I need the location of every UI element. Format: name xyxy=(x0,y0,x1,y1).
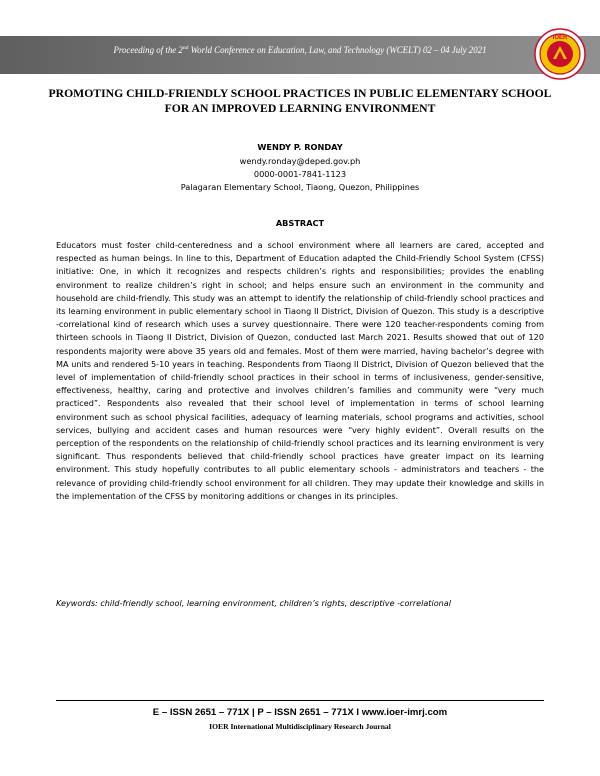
header-banner xyxy=(0,36,600,74)
logo-text: IOER xyxy=(552,35,568,41)
author-affiliation: Palagaran Elementary School, Tiaong, Quezon, Philippines xyxy=(180,182,420,192)
paper-title: PROMOTING CHILD-FRIENDLY SCHOOL PRACTICES IN PUBLIC ELEMENTARY SCHOOL FOR AN IMPROVED LEARNING ENVIRONMENT xyxy=(48,87,552,115)
conference-banner-text: Proceeding of the 2nd World Conference on Education, Law, and Technology (WCELT) 02 – 04 July 2021 xyxy=(113,45,487,55)
author-name: WENDY P. RONDAY xyxy=(257,142,343,152)
abstract-heading: ABSTRACT xyxy=(275,218,325,228)
author-email: wendy.ronday@deped.gov.ph xyxy=(239,156,361,166)
footer-divider xyxy=(56,700,544,701)
keywords: Keywords: child-friendly school, learning environment, children’s rights, descriptive -correlational xyxy=(56,598,451,608)
ioer-logo-icon xyxy=(534,28,586,80)
abstract-body: Educators must foster child-centeredness and a school environment where all learners are cared, accepted and respected as human beings. In line to this, Department of Education adapted the Child-Friendly School System (CFSS) initiative: One, in which it recognizes and respects children’s rights and responsibilities; provides the enabling environment to realize children’s right in school; and helps ensure such an environment in the community and household are child-friendly. This study was an attempt to identify the relationship of child-friendly school practices and its learning environment in public elementary school in Tiaong II District, Division of Quezon. This study is a descriptive -correlational kind of research which uses a survey questionnaire. There were 120 teacher-respondents coming from thirteen schools in Tiaong II District, Division of Quezon, conducted last March 2021. Results showed that out of 120 respondents majority were above 35 years old and females. Most of them were married, having bachelor’s degree with MA units and rendered 5-10 years in teaching. Respondents from Tiaong II District, Division of Quezon believed that the level of implementation of child-friendly school practices in their school in terms of inclusiveness, gender-sensitive, effectiveness, healthy, caring and protective and involves children’s families and community were “very much practiced”. Respondents also revealed that their school level of implementation in terms of school learning environment such as school physical facilities, adequacy of learning materials, school programs and activities, school services, bullying and accident cases and human resources were “very highly evident”. Overall results on the perception of the respondents on the relationship of child-friendly school practices and its learning environment is very significant. Thus respondents believed that child-friendly school practices have greater impact on its learning environment. This study hopefully contributes to all public elementary schools - administrators and teachers - the relevance of providing child-friendly school environment for all children. They may update their knowledge and skills in the implementation of the CFSS by monitoring additions or changes in its principles. xyxy=(56,240,544,501)
footer-journal-name: IOER International Multidisciplinary Research Journal xyxy=(209,722,391,731)
footer-issn: E – ISSN 2651 – 771X | P – ISSN 2651 – 771X l www.ioer-imrj.com xyxy=(152,707,448,718)
author-orcid: 0000-0001-7841-1123 xyxy=(253,169,347,179)
